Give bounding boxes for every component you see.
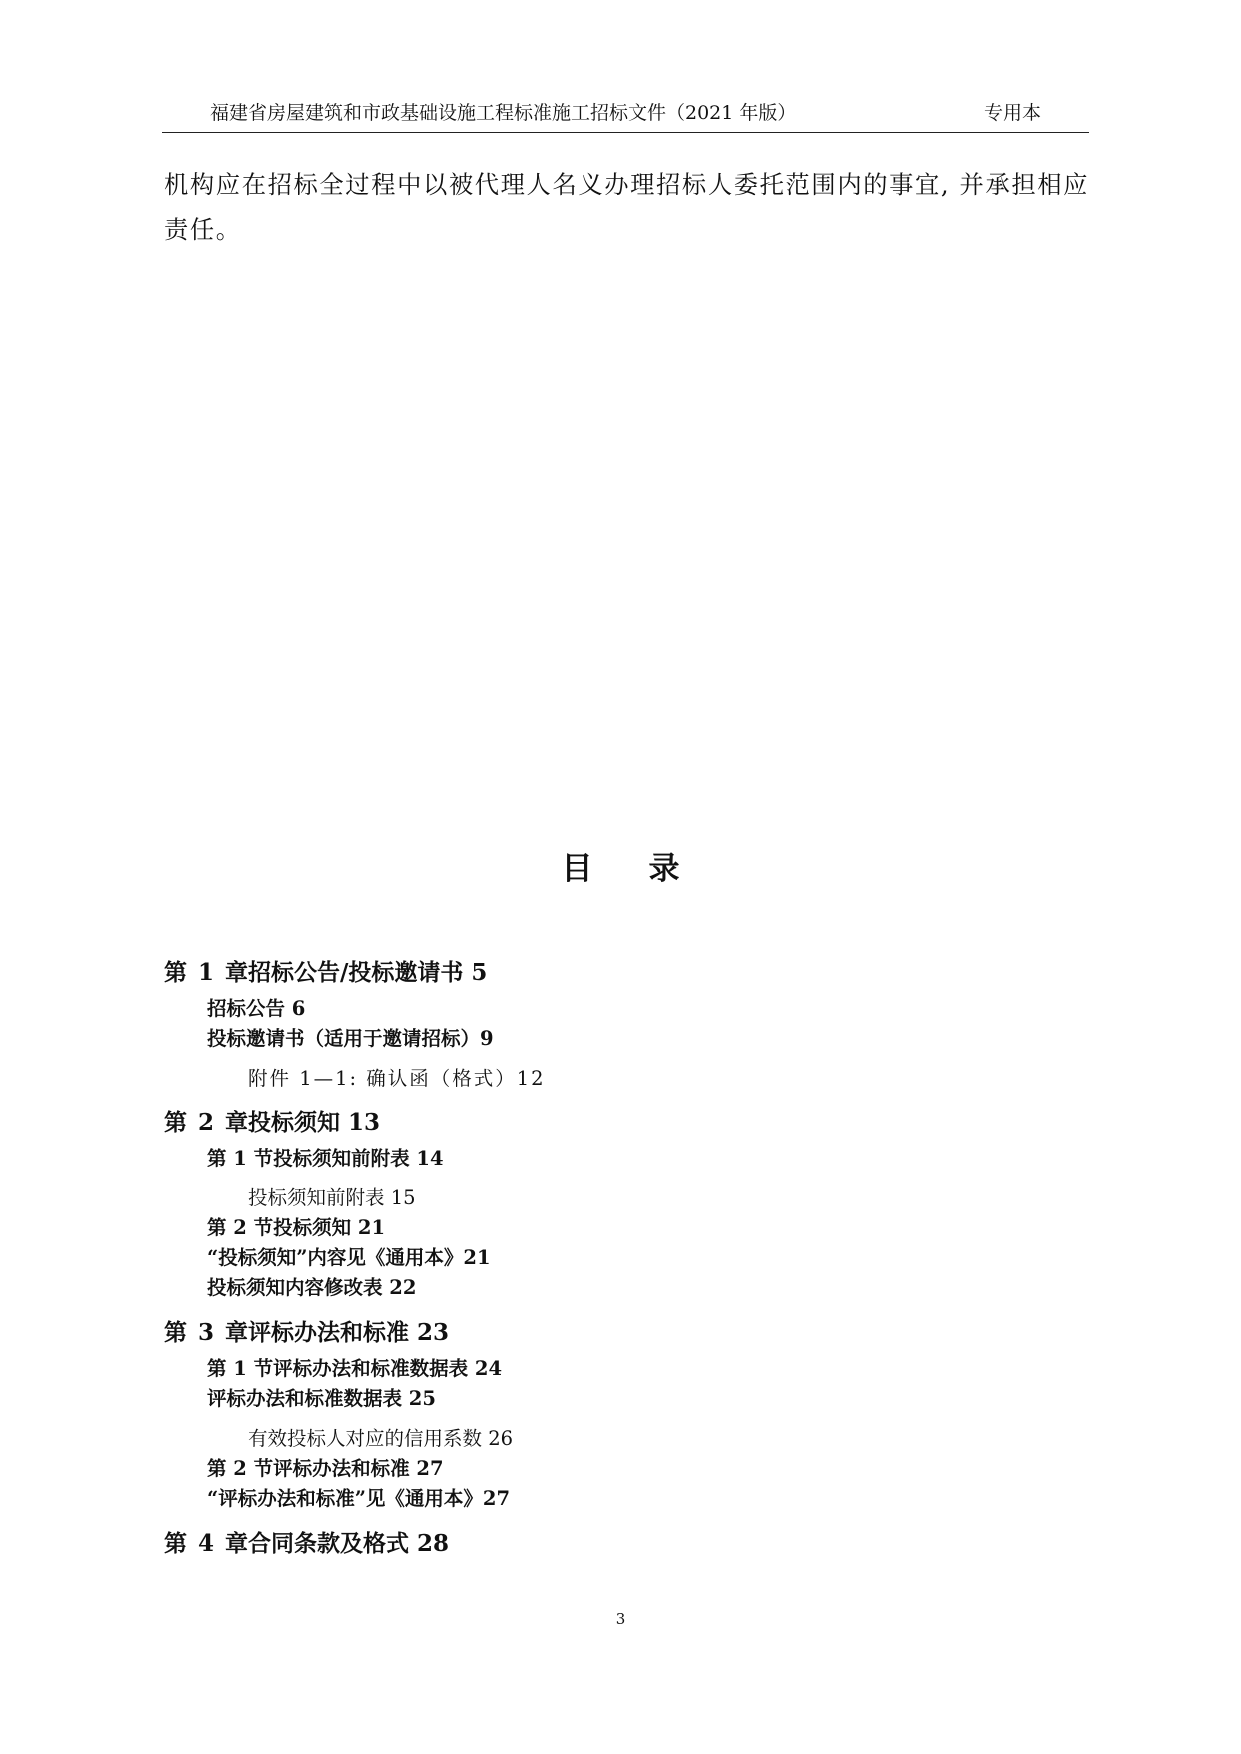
toc-chapter-number: 2 xyxy=(198,1109,215,1136)
toc-chapter-prefix: 第 xyxy=(164,1530,187,1557)
header-variant: 专用本 xyxy=(983,102,1041,124)
page-number: 3 xyxy=(615,1610,626,1628)
toc-entry-zhaobiao-gonggao[interactable] xyxy=(207,993,305,1021)
toc-entry-label: 第 1 节投标须知前附表 14 xyxy=(207,1147,444,1170)
toc-subentry-label: 投标须知前附表 15 xyxy=(248,1186,416,1209)
toc-entry-section-1-data-table[interactable] xyxy=(207,1353,502,1381)
toc-subentry-label: 附件 1—1: 确认函（格式）12 xyxy=(248,1067,546,1090)
toc-chapter-label: 章合同条款及格式 28 xyxy=(225,1530,450,1557)
toc-chapter-label: 章评标办法和标准 23 xyxy=(225,1319,450,1346)
toc-entry-label: 第 1 节评标办法和标准数据表 24 xyxy=(207,1357,503,1380)
toc-entry-label: 投标须知内容修改表 22 xyxy=(207,1276,417,1299)
toc-entry-section-2[interactable] xyxy=(207,1212,385,1240)
toc-entry-label: 第 2 节投标须知 21 xyxy=(207,1216,386,1239)
toc-chapter-prefix: 第 xyxy=(164,1109,187,1136)
toc-chapter-1[interactable] xyxy=(164,954,487,987)
toc-entry-toubiao-yaoqingshu[interactable] xyxy=(207,1023,494,1051)
toc-chapter-prefix: 第 xyxy=(164,1319,187,1346)
toc-entry-label: 投标邀请书（适用于邀请招标）9 xyxy=(207,1027,494,1050)
toc-entry-section-1[interactable] xyxy=(207,1143,444,1171)
toc-subentry-credit-coefficient[interactable] xyxy=(248,1423,513,1451)
body-paragraph: 机构应在招标全过程中以被代理人名义办理招标人委托范围内的事宜, 并承担相应责任。 xyxy=(164,170,1090,244)
toc-entry-label: 招标公告 6 xyxy=(207,997,306,1020)
toc-entry-revision-table[interactable] xyxy=(207,1272,416,1300)
toc-subentry-qianfubiao[interactable] xyxy=(248,1182,416,1210)
toc-chapter-number: 3 xyxy=(198,1319,215,1346)
toc-chapter-label: 章投标须知 13 xyxy=(225,1109,381,1136)
toc-chapter-label: 章招标公告/投标邀请书 5 xyxy=(225,959,488,986)
toc-entry-data-table[interactable] xyxy=(207,1383,436,1411)
toc-chapter-4[interactable] xyxy=(164,1525,449,1558)
toc-entry-see-general-standards[interactable] xyxy=(207,1483,510,1511)
toc-entry-see-general[interactable] xyxy=(207,1242,491,1270)
toc-subentry-attachment-1-1[interactable] xyxy=(248,1063,546,1091)
toc-entry-label: “投标须知”内容见《通用本》21 xyxy=(207,1246,491,1269)
toc-title: 目录 xyxy=(561,851,736,887)
toc-subentry-label: 有效投标人对应的信用系数 26 xyxy=(248,1427,514,1450)
toc-chapter-prefix: 第 xyxy=(164,959,187,986)
toc-entry-label: “评标办法和标准”见《通用本》27 xyxy=(207,1487,511,1510)
toc-entry-label: 评标办法和标准数据表 25 xyxy=(207,1387,436,1410)
header-title: 福建省房屋建筑和市政基础设施工程标准施工招标文件（2021 年版） xyxy=(210,102,797,124)
toc-entry-section-2-standards[interactable] xyxy=(207,1453,444,1481)
toc-chapter-3[interactable] xyxy=(164,1314,449,1347)
toc-chapter-number: 4 xyxy=(198,1530,215,1557)
toc-chapter-2[interactable] xyxy=(164,1104,380,1137)
toc-chapter-number: 1 xyxy=(198,959,215,986)
toc-entry-label: 第 2 节评标办法和标准 27 xyxy=(207,1457,444,1480)
